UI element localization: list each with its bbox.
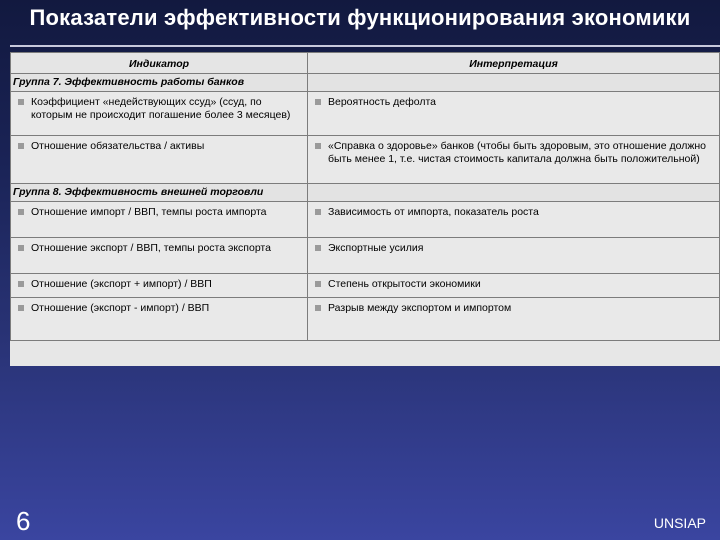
bullet-icon [18,99,24,105]
group-title-empty [308,184,720,202]
indicator-text: Отношение экспорт / ВВП, темпы роста экспорта [31,242,271,254]
bullet-icon [315,245,321,251]
bullet-icon [18,209,24,215]
bullet-icon [18,245,24,251]
bullet-icon [315,305,321,311]
interpretation-text: Вероятность дефолта [328,96,436,108]
indicator-table-container [10,52,720,366]
table-row [11,238,720,274]
indicator-table [10,52,720,341]
table-row [11,274,720,298]
bullet-icon [18,143,24,149]
indicator-text: Отношение обязательства / активы [31,140,205,152]
bullet-icon [315,281,321,287]
interpretation-text: «Справка о здоровье» банков (чтобы быть здоровым, это отношение должно быть менее 1, т.е. чистая стоимость капитала должна быть положительной) [328,140,707,165]
indicator-text: Отношение (экспорт + импорт) / ВВП [31,278,212,290]
table-row [11,92,720,136]
bullet-icon [315,99,321,105]
page-number: 6 [16,506,31,536]
group-title: Группа 8. Эффективность внешней торговли [11,184,308,202]
slide-title: Показатели эффективности функционирования экономики [29,5,691,30]
group-title-empty [308,74,720,92]
indicator-text: Отношение импорт / ВВП, темпы роста импорта [31,206,267,218]
interpretation-text: Зависимость от импорта, показатель роста [328,206,539,218]
header-indicator: Индикатор [11,53,308,74]
title-divider [10,45,720,47]
table-row [11,202,720,238]
bullet-icon [315,209,321,215]
indicator-text: Отношение (экспорт - импорт) / ВВП [31,302,210,314]
interpretation-text: Разрыв между экспортом и импортом [328,302,512,314]
table-row [11,298,720,341]
brand-label: UNSIAP [653,515,706,531]
bullet-icon [315,143,321,149]
interpretation-text: Степень открытости экономики [328,278,481,290]
header-interpretation: Интерпретация [308,53,720,74]
indicator-text: Коэффициент «недействующих ссуд» (ссуд, по которым не происходит погашение более 3 месяцев) [31,96,291,121]
bullet-icon [18,281,24,287]
table-row [11,136,720,184]
table-header-row [11,53,720,74]
group-title: Группа 7. Эффективность работы банков [11,74,308,92]
interpretation-text: Экспортные усилия [328,242,424,254]
group-row [11,74,720,92]
group-row [11,184,720,202]
bullet-icon [18,305,24,311]
